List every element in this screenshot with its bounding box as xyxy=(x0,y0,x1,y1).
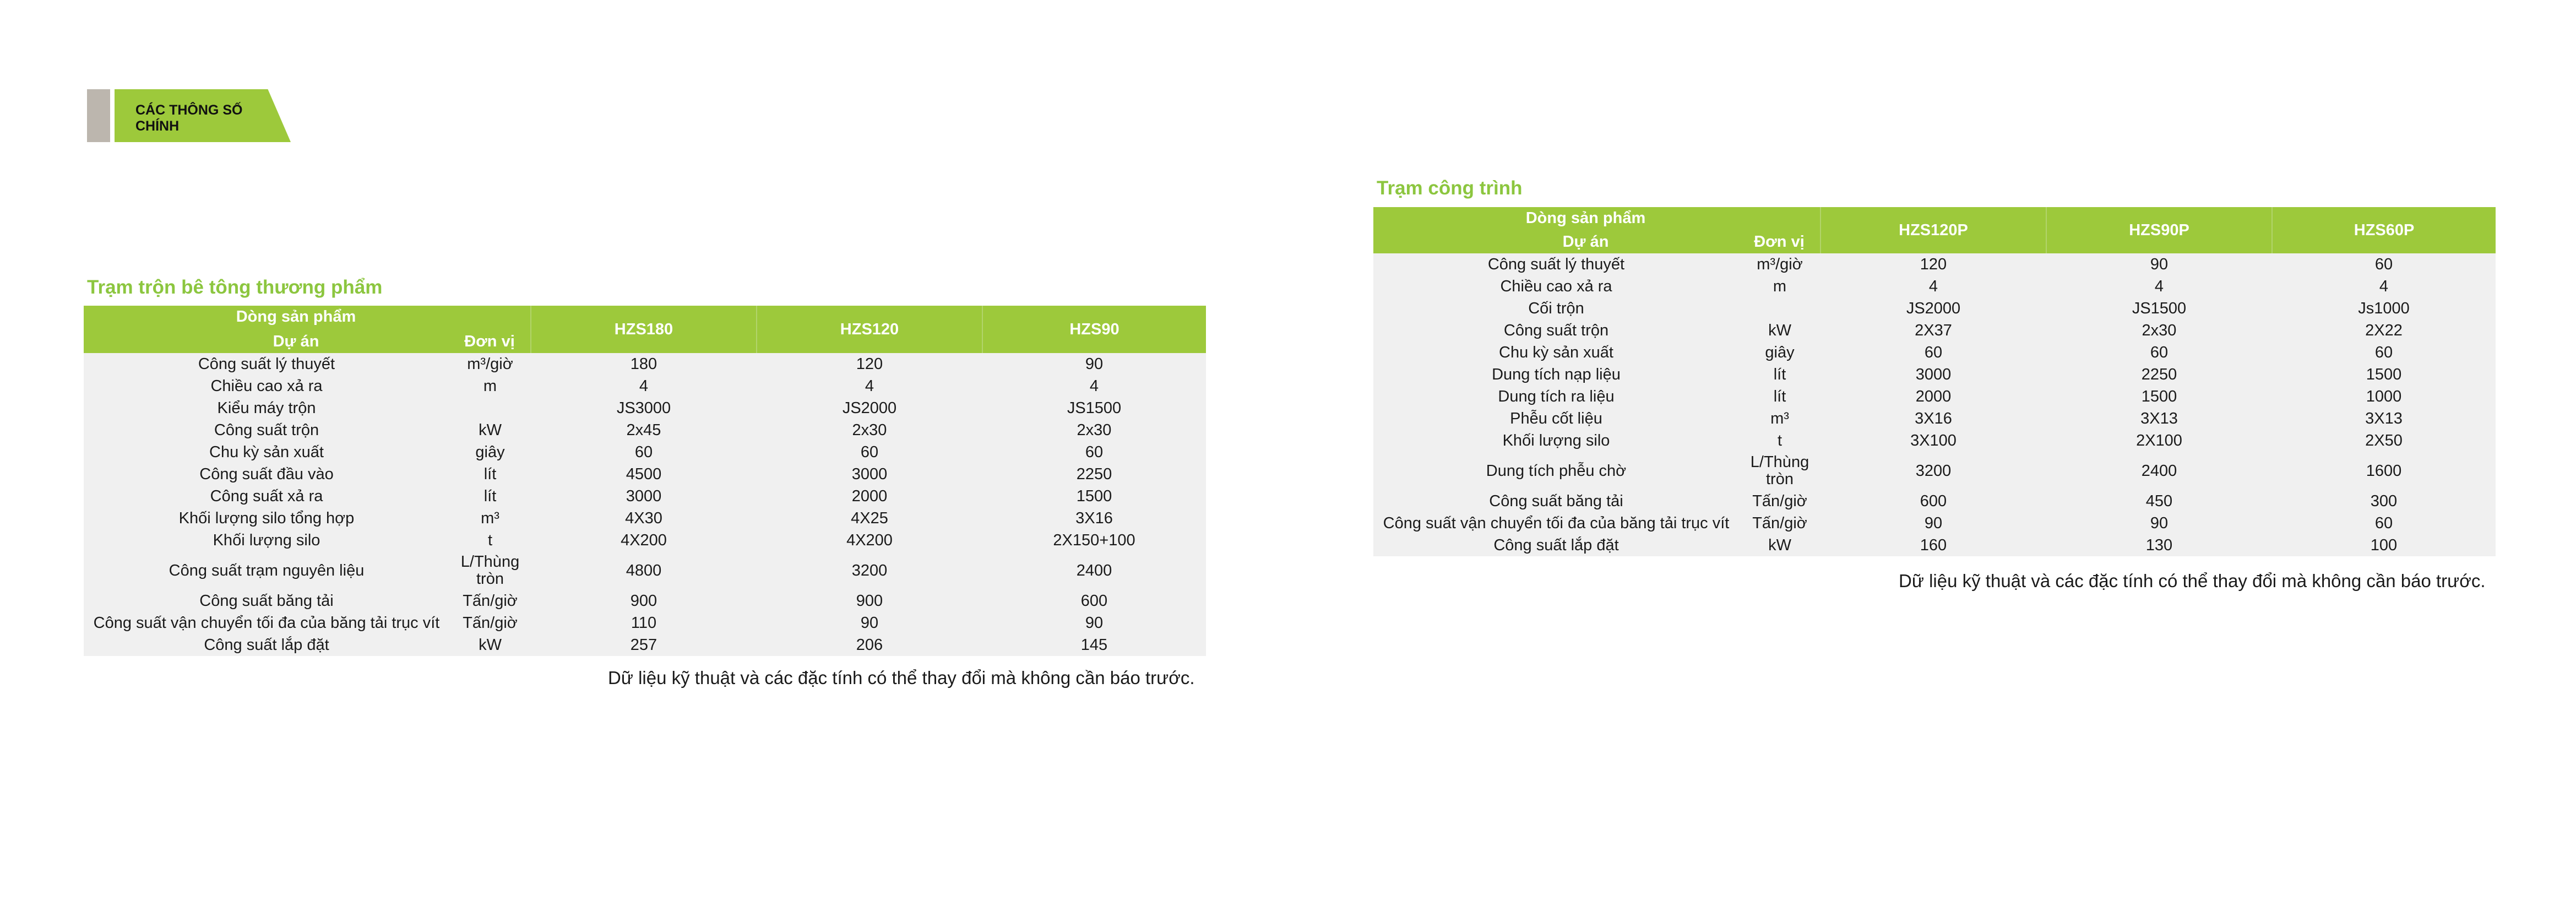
row-unit: m xyxy=(1739,275,1820,297)
row-label: Công suất băng tải xyxy=(1373,490,1739,512)
header-project-label: Dự án xyxy=(1562,233,1609,251)
row-value: JS2000 xyxy=(1820,297,2046,319)
row-value: 1000 xyxy=(2272,386,2496,408)
row-value: 100 xyxy=(2272,534,2496,556)
row-value: JS1500 xyxy=(982,397,1206,419)
row-value: JS2000 xyxy=(757,397,982,419)
row-value: 3X13 xyxy=(2272,408,2496,430)
row-unit: L/Thùng tròn xyxy=(449,551,531,590)
right-spec-table xyxy=(1373,207,2496,556)
row-value: 2x30 xyxy=(982,419,1206,441)
row-value: 60 xyxy=(2272,253,2496,275)
row-unit: m³ xyxy=(1739,408,1820,430)
row-value: 1500 xyxy=(982,485,1206,507)
table-row xyxy=(84,612,1206,634)
row-value: 130 xyxy=(2046,534,2272,556)
row-value: 2400 xyxy=(2046,452,2272,490)
row-unit: Tấn/giờ xyxy=(1739,490,1820,512)
row-unit: giây xyxy=(449,441,531,463)
row-unit: t xyxy=(449,529,531,551)
row-value: 3000 xyxy=(1820,364,2046,386)
table-row xyxy=(1373,490,2496,512)
table-row xyxy=(84,551,1206,590)
row-label: Công suất băng tải xyxy=(84,590,449,612)
row-label: Công suất lắp đặt xyxy=(1373,534,1739,556)
table-row xyxy=(1373,341,2496,364)
row-value: 2000 xyxy=(1820,386,2046,408)
row-value: 90 xyxy=(2046,253,2272,275)
row-value: 1500 xyxy=(2272,364,2496,386)
table-row xyxy=(84,397,1206,419)
row-value: Js1000 xyxy=(2272,297,2496,319)
header-product-label: Dòng sản phẩm xyxy=(1525,209,1646,227)
table-row xyxy=(1373,452,2496,490)
row-value: 206 xyxy=(757,634,982,656)
row-value: 145 xyxy=(982,634,1206,656)
table-row xyxy=(1373,534,2496,556)
row-value: 300 xyxy=(2272,490,2496,512)
row-value: 4 xyxy=(531,375,757,397)
row-value: 2X100 xyxy=(2046,430,2272,452)
table-row xyxy=(84,441,1206,463)
row-value: 110 xyxy=(531,612,757,634)
row-value: 3X100 xyxy=(1820,430,2046,452)
row-value: 257 xyxy=(531,634,757,656)
row-value: 4X200 xyxy=(757,529,982,551)
row-value: 60 xyxy=(757,441,982,463)
row-value: 180 xyxy=(531,353,757,375)
row-label: Công suất trạm nguyên liệu xyxy=(84,551,449,590)
row-label: Dung tích nạp liệu xyxy=(1373,364,1739,386)
right-table-title: Trạm công trình xyxy=(1377,177,1523,199)
left-table-title: Trạm trộn bê tông thương phẩm xyxy=(87,276,383,298)
table-row xyxy=(84,590,1206,612)
row-value: 2x30 xyxy=(2046,319,2272,341)
header-project-label: Dự án xyxy=(273,333,319,350)
row-value: JS3000 xyxy=(531,397,757,419)
row-unit: kW xyxy=(1739,319,1820,341)
row-value: 600 xyxy=(982,590,1206,612)
row-value: 60 xyxy=(1820,341,2046,364)
row-value: 4X200 xyxy=(531,529,757,551)
row-label: Chu kỳ sản xuất xyxy=(84,441,449,463)
table-row xyxy=(84,463,1206,485)
model-header: HZS60P xyxy=(2272,207,2496,253)
row-unit: Tấn/giờ xyxy=(449,612,531,634)
left-spec-table xyxy=(84,306,1206,656)
row-label: Công suất đầu vào xyxy=(84,463,449,485)
row-value: 4X25 xyxy=(757,507,982,529)
row-label: Khối lượng silo xyxy=(84,529,449,551)
row-value: 900 xyxy=(531,590,757,612)
table-row xyxy=(1373,430,2496,452)
header-product-label: Dòng sản phẩm xyxy=(236,308,356,326)
row-unit: Tấn/giờ xyxy=(449,590,531,612)
row-value: 3X13 xyxy=(2046,408,2272,430)
row-value: 4 xyxy=(2046,275,2272,297)
left-footnote: Dữ liệu kỹ thuật và các đặc tính có thể thay đổi mà không cần báo trước. xyxy=(608,668,1195,688)
table-row xyxy=(1373,319,2496,341)
row-value: 60 xyxy=(531,441,757,463)
row-value: 160 xyxy=(1820,534,2046,556)
row-label: Chiều cao xả ra xyxy=(84,375,449,397)
row-unit: L/Thùng tròn xyxy=(1739,452,1820,490)
model-header: HZS180 xyxy=(531,306,757,353)
model-header: HZS120 xyxy=(757,306,982,353)
row-unit: lít xyxy=(1739,386,1820,408)
row-value: 2X22 xyxy=(2272,319,2496,341)
left-table-body xyxy=(84,353,1206,656)
row-unit xyxy=(1739,297,1820,319)
row-value: 4 xyxy=(757,375,982,397)
row-label: Công suất trộn xyxy=(84,419,449,441)
row-label: Cối trộn xyxy=(1373,297,1739,319)
row-value: 60 xyxy=(2272,341,2496,364)
row-value: 3200 xyxy=(757,551,982,590)
row-label: Công suất trộn xyxy=(1373,319,1739,341)
row-unit: kW xyxy=(1739,534,1820,556)
row-value: 60 xyxy=(2046,341,2272,364)
table-row xyxy=(1373,364,2496,386)
row-label: Dung tích phễu chờ xyxy=(1373,452,1739,490)
model-header: HZS90P xyxy=(2046,207,2272,253)
row-value: 4X30 xyxy=(531,507,757,529)
model-header: HZS90 xyxy=(982,306,1206,353)
row-unit: giây xyxy=(1739,341,1820,364)
row-value: 2X37 xyxy=(1820,319,2046,341)
right-table-body xyxy=(1373,253,2496,556)
row-value: 3000 xyxy=(531,485,757,507)
row-value: 1600 xyxy=(2272,452,2496,490)
row-value: 4 xyxy=(1820,275,2046,297)
row-label: Khối lượng silo tổng hợp xyxy=(84,507,449,529)
row-label: Công suất lắp đặt xyxy=(84,634,449,656)
row-label: Dung tích ra liệu xyxy=(1373,386,1739,408)
header-title: CÁC THÔNG SỐ CHÍNH xyxy=(135,102,243,134)
row-value: 2X150+100 xyxy=(982,529,1206,551)
header-gray-bar xyxy=(87,89,110,142)
row-label: Công suất xả ra xyxy=(84,485,449,507)
row-unit: lít xyxy=(449,463,531,485)
row-value: 90 xyxy=(982,612,1206,634)
table-row xyxy=(1373,386,2496,408)
row-value: 4800 xyxy=(531,551,757,590)
row-value: 2x30 xyxy=(757,419,982,441)
row-value: 900 xyxy=(757,590,982,612)
row-value: 2400 xyxy=(982,551,1206,590)
row-value: 90 xyxy=(757,612,982,634)
header-corner-cell xyxy=(84,306,531,353)
table-row xyxy=(84,419,1206,441)
table-row xyxy=(1373,253,2496,275)
table-row xyxy=(1373,408,2496,430)
row-value: 2x45 xyxy=(531,419,757,441)
row-unit: t xyxy=(1739,430,1820,452)
right-footnote: Dữ liệu kỹ thuật và các đặc tính có thể thay đổi mà không cần báo trước. xyxy=(1899,571,2486,591)
row-unit: kW xyxy=(449,419,531,441)
header-corner-cell xyxy=(1373,207,1820,253)
row-unit: lít xyxy=(449,485,531,507)
row-label: Công suất lý thuyết xyxy=(84,353,449,375)
row-label: Công suất lý thuyết xyxy=(1373,253,1739,275)
row-value: 3X16 xyxy=(982,507,1206,529)
row-value: 3X16 xyxy=(1820,408,2046,430)
row-unit: kW xyxy=(449,634,531,656)
row-label: Công suất vận chuyển tối đa của băng tải trục vít xyxy=(84,612,449,634)
row-label: Chiều cao xả ra xyxy=(1373,275,1739,297)
row-value: JS1500 xyxy=(2046,297,2272,319)
row-value: 2250 xyxy=(2046,364,2272,386)
row-value: 4 xyxy=(982,375,1206,397)
row-label: Phễu cốt liệu xyxy=(1373,408,1739,430)
model-header: HZS120P xyxy=(1820,207,2046,253)
row-unit: m xyxy=(449,375,531,397)
row-value: 4 xyxy=(2272,275,2496,297)
row-value: 90 xyxy=(2046,512,2272,534)
table-row xyxy=(84,353,1206,375)
table-row xyxy=(84,634,1206,656)
row-value: 3000 xyxy=(757,463,982,485)
row-unit: Tấn/giờ xyxy=(1739,512,1820,534)
row-value: 2X50 xyxy=(2272,430,2496,452)
row-value: 120 xyxy=(1820,253,2046,275)
row-value: 450 xyxy=(2046,490,2272,512)
row-value: 2000 xyxy=(757,485,982,507)
row-value: 90 xyxy=(982,353,1206,375)
row-value: 60 xyxy=(2272,512,2496,534)
row-value: 1500 xyxy=(2046,386,2272,408)
row-value: 4500 xyxy=(531,463,757,485)
row-value: 60 xyxy=(982,441,1206,463)
table-row xyxy=(84,507,1206,529)
row-unit: m³ xyxy=(449,507,531,529)
row-value: 120 xyxy=(757,353,982,375)
section-header-tab xyxy=(87,89,291,142)
row-label: Công suất vận chuyển tối đa của băng tải trục vít xyxy=(1373,512,1739,534)
row-value: 3200 xyxy=(1820,452,2046,490)
table-row xyxy=(84,485,1206,507)
header-unit-label: Đơn vị xyxy=(464,333,515,350)
row-unit: m³/giờ xyxy=(449,353,531,375)
row-unit: lít xyxy=(1739,364,1820,386)
row-unit xyxy=(449,397,531,419)
row-value: 600 xyxy=(1820,490,2046,512)
table-row xyxy=(1373,297,2496,319)
row-label: Kiểu máy trộn xyxy=(84,397,449,419)
row-value: 2250 xyxy=(982,463,1206,485)
row-label: Chu kỳ sản xuất xyxy=(1373,341,1739,364)
table-row xyxy=(1373,512,2496,534)
row-value: 90 xyxy=(1820,512,2046,534)
table-row xyxy=(1373,275,2496,297)
row-label: Khối lượng silo xyxy=(1373,430,1739,452)
table-row xyxy=(84,529,1206,551)
row-unit: m³/giờ xyxy=(1739,253,1820,275)
table-row xyxy=(84,375,1206,397)
header-unit-label: Đơn vị xyxy=(1754,233,1805,251)
